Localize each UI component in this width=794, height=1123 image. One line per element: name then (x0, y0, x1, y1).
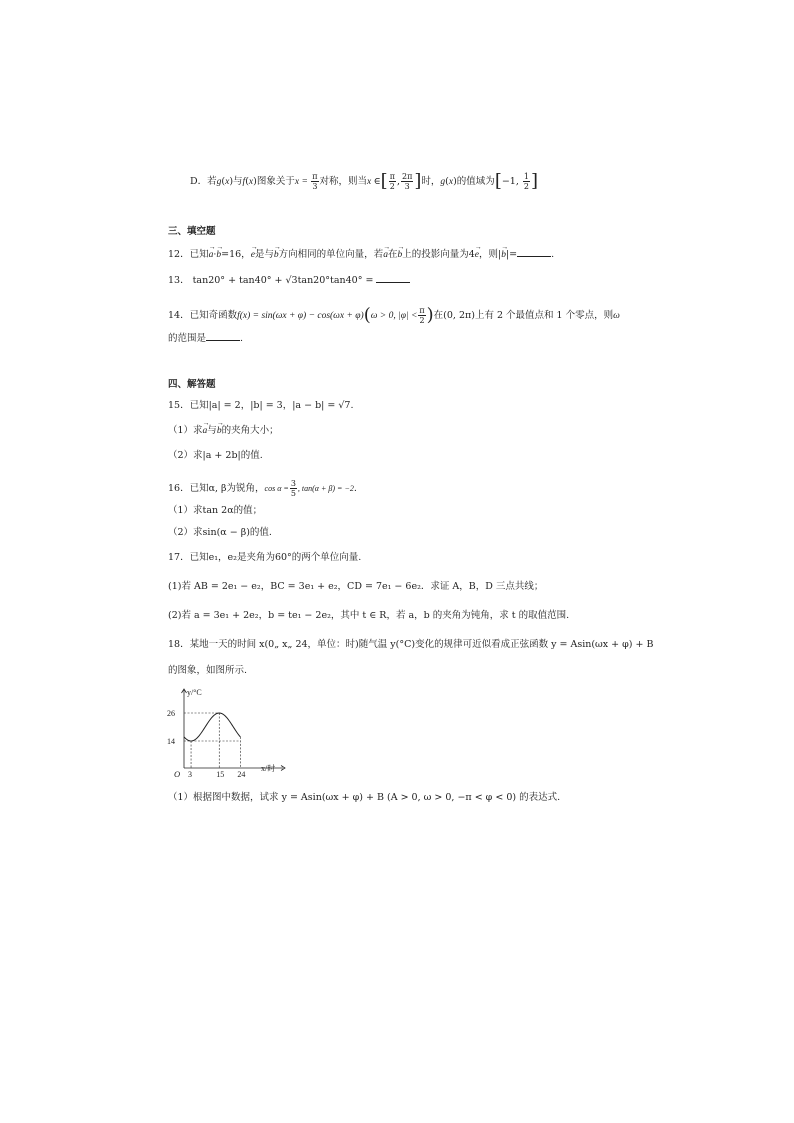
option-d-text-1: 图象关于 (256, 176, 295, 187)
g-symbol-2: g (440, 177, 446, 187)
q12-eq: = (509, 249, 518, 260)
q14-interval: 在(0, 2π)上有 2 个最值点和 1 个零点，则 (433, 310, 614, 321)
y-axis-label: y/°C (187, 688, 202, 697)
q16-cond: cos α = (264, 484, 289, 493)
q14-end: . (240, 333, 244, 344)
g-symbol: g (216, 177, 222, 187)
x-tick-label: 3 (188, 770, 193, 778)
q16-tan: , tan(α + β) = −2 (297, 484, 354, 493)
question-12: 12．已知→ a·→ b=16，→ e是与→ b方向相同的单位向量，若→ a在→ b上的投影向量为4→ e，则|→ b|= . (168, 247, 554, 262)
y-tick-label: 14 (167, 737, 175, 746)
frac-num: 3 (290, 479, 296, 488)
pi-over-2 (418, 306, 425, 325)
x-tick-label: 24 (237, 770, 246, 778)
q16-text: 16．已知α, β为锐角， (168, 483, 265, 494)
x-symbol: x (225, 177, 230, 187)
q12-text-5: ，则 (478, 249, 498, 260)
q15-sub-1: （1）求→ a与→ b的夹角大小； (168, 424, 279, 438)
option-d: D．若g(x)与f(x)图象关于x = $\frac{\pi}{3}$ 对称，则当x ∈[ $\frac{\pi}{2}$ , $\frac{2\pi}{3}$ ]时，g(x)的值域为[−1, $\frac{1}{2}$ ] (190, 170, 539, 192)
frac-den: 5 (290, 489, 296, 498)
one-half (523, 172, 530, 191)
x-eq: x = (294, 177, 311, 187)
frac-num: 2π (401, 172, 413, 181)
q12-answer-blank[interactable] (517, 247, 551, 257)
q15-sub1-c: 的夹角大小； (221, 425, 279, 436)
q15-sub-2: （2）求|a + 2b|的值. (168, 450, 263, 461)
x-in: x ∈ (367, 177, 381, 187)
frac-den: 3 (404, 182, 410, 191)
frac-den: 3 (312, 182, 318, 191)
option-d-text-2: 对称，则当 (319, 176, 368, 187)
q14-line-2: 的范围是 (168, 333, 207, 344)
q14-prefix: 14．已知奇函数 (168, 310, 238, 321)
q12-text-1: 是与 (254, 249, 274, 260)
frac-den: 2 (419, 316, 425, 325)
question-16 (168, 479, 357, 498)
q15-sub1-b: 与 (207, 425, 217, 436)
section-4-title: 四、解答题 (168, 379, 216, 390)
question-13 (168, 273, 410, 288)
q17-sub-2: (2)若 a = 3e₁ + 2e₂，b = te₁ − 2e₂，其中 t ∈ R，若 a，b 的夹角为钝角，求 t 的取值范围. (168, 610, 570, 621)
q14-function: f(x) = sin(ωx + φ) − cos(ωx + φ) (237, 311, 364, 321)
q18-line-2: 的图象，如图所示. (168, 665, 248, 676)
q14-answer-blank[interactable] (206, 331, 240, 341)
q16-sub-2: （2）求sin(α − β)的值. (168, 527, 272, 538)
series-line (184, 713, 240, 741)
pi-over-2 (389, 172, 396, 191)
q13-answer-blank[interactable] (376, 273, 410, 283)
q17-sub-1: (1)若 AB = 2e₁ − e₂，BC = 3e₁ + e₂，CD = 7e₁ − 6e₂．求证 A，B，D 三点共线； (168, 581, 544, 592)
q18-sub-1: （1）根据图中数据，试求 y = Asin(ωx + φ) + B (A > 0, ω > 0, −π < φ < 0) 的表达式. (168, 792, 561, 803)
three-fifths (290, 479, 297, 498)
q12-prefix: 12．已知 (168, 249, 209, 260)
option-d-text-4: 的值域为 (456, 176, 495, 187)
q16-end: . (353, 483, 357, 494)
q12-text-3: 在 (387, 249, 398, 260)
q12-dot-value: =16， (221, 249, 251, 260)
x-symbol-2: x (248, 177, 254, 187)
x-axis-label: x/时 (261, 764, 276, 773)
option-d-text-3: 时， (421, 176, 441, 187)
x-tick-label: 15 (216, 770, 225, 778)
frac-num: 1 (523, 172, 529, 181)
section-3-title: 三、填空题 (168, 226, 216, 237)
origin-label: O (174, 769, 181, 778)
frac-num: π (312, 172, 318, 181)
q13-text: 13． tan20° + tan40° + √3tan20°tan40° = (168, 275, 374, 286)
q14-condition: ω > 0, |φ| < (370, 311, 418, 321)
two-pi-over-3 (401, 172, 413, 191)
q15-sub1-a: （1）求 (168, 425, 203, 436)
pi-over-3 (311, 172, 318, 191)
frac-den: 2 (389, 182, 395, 191)
f-symbol: f (242, 177, 246, 187)
question-14-line-2 (168, 331, 243, 346)
question-15: 15．已知|a| = 2，|b| = 3，|a − b| = √7. (168, 400, 354, 411)
frac-den: 2 (523, 182, 529, 191)
frac-num: π (389, 172, 395, 181)
range-lower: −1, (501, 176, 522, 187)
q16-sub-1: （1）求tan 2α的值； (168, 505, 263, 516)
x-symbol-3: x (448, 177, 454, 187)
question-17: 17．已知e₁，e₂是夹角为60°的两个单位向量. (168, 552, 362, 563)
q12-text-4: 上的投影向量为4 (402, 249, 475, 260)
omega-symbol: ω (613, 311, 620, 321)
frac-num: π (419, 306, 425, 315)
question-14: 14．已知奇函数f(x) = sin(ωx + φ) − cos(ωx + φ)(ω > 0, |φ| < $\frac{\pi}{2}$ )在(0, 2π)上有 2 个最值点和 1 个零点，则ω (168, 304, 620, 326)
option-d-label: D．若 (190, 176, 217, 187)
question-18: 18．某地一天的时间 x(0„ x„ 24，单位：时)随气温 y(°C)变化的规律可近似看成正弦函数 y = Asin(ωx + φ) + B (168, 639, 654, 650)
y-tick-label: 26 (167, 709, 175, 718)
q12-text-2: 方向相同的单位向量，若 (278, 249, 384, 260)
temperature-chart (165, 686, 295, 778)
